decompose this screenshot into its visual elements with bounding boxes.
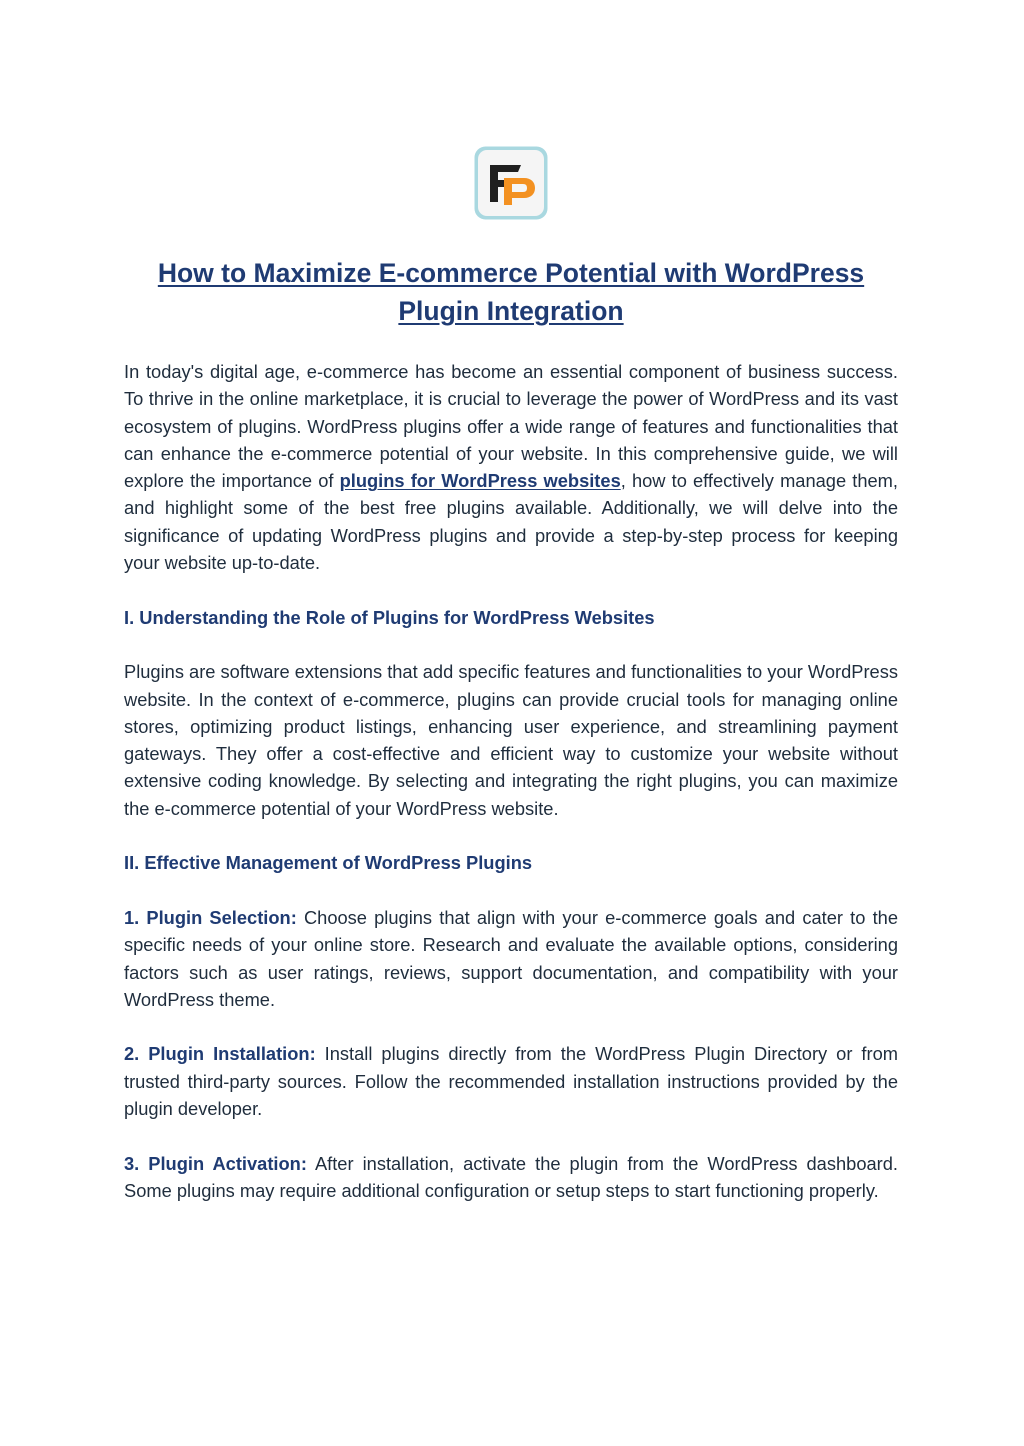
fp-logo-icon — [473, 145, 549, 221]
intro-text-before-link: In today's digital age, e-commerce has become an essential component of business success. To thrive in the online marketplace, it is crucial to leverage the power of WordPress and its vast ecosystem of plugins. WordPress plugins offer a wide range of features and functionalities that can enhance the e-commerce potential of your website. In this comprehensive guide, we will explore the importance of — [124, 361, 898, 492]
intro-paragraph — [124, 358, 898, 576]
list-item-text: Install plugins directly from the WordPress Plugin Directory or from trusted third-party sources. Follow the recommended installation instructions provided by the plugin developer. — [124, 1043, 898, 1120]
list-item-plugin-installation — [124, 1040, 898, 1122]
section-1-heading: I. Understanding the Role of Plugins for WordPress Websites — [124, 606, 655, 628]
list-item-plugin-selection — [124, 904, 898, 1013]
intro-text-after-link: , how to effectively manage them, and highlight some of the best free plugins available. Additionally, we will delve into the significance of updating WordPress plugins and provide a step-by-step process for keeping your website up-to-date. — [124, 470, 898, 574]
plugins-for-wordpress-websites-link[interactable]: plugins for WordPress websites — [339, 470, 621, 492]
list-item-plugin-activation — [124, 1150, 898, 1205]
list-item-lead: 2. Plugin Installation: — [124, 1043, 316, 1065]
list-item-lead: 3. Plugin Activation: — [124, 1152, 307, 1174]
list-item-text: Choose plugins that align with your e-commerce goals and cater to the specific needs of your online store. Research and evaluate the available options, considering factors such as user ratings, reviews, support documentation, and compatibility with your WordPress theme. — [124, 906, 898, 1010]
section-2-heading: II. Effective Management of WordPress Plugins — [124, 852, 533, 874]
title-text: How to Maximize E-commerce Potential with WordPress Plugin Integration — [157, 258, 865, 326]
page-title — [124, 254, 898, 330]
list-item-lead: 1. Plugin Selection: — [124, 906, 297, 928]
document-body — [124, 358, 898, 1204]
section-1-paragraph: Plugins are software extensions that add specific features and functionalities to your WordPress website. In the context of e-commerce, plugins can provide crucial tools for managing online stores, optimizing product listings, enhancing user experience, and streamlining payment gateways. They offer a cost-effective and efficient way to customize your website without extensive coding knowledge. By selecting and integrating the right plugins, you can maximize the e-commerce potential of your WordPress website. — [124, 661, 898, 819]
list-item-text: After installation, activate the plugin from the WordPress dashboard. Some plugins may require additional configuration or setup steps to start functioning properly. — [124, 1152, 898, 1201]
